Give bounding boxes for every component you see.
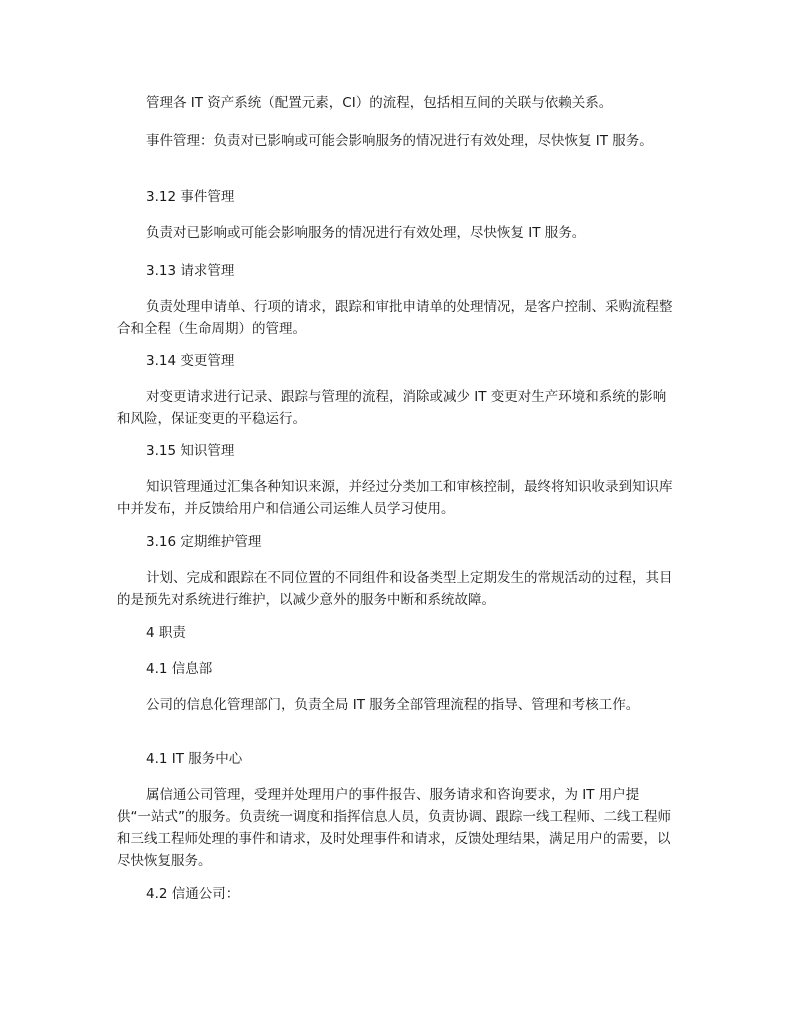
paragraph-config-management: 管理各 IT 资产系统（配置元素，CI）的流程，包括相互间的关联与依赖关系。 [146, 95, 613, 111]
heading-3-14: 3.14 变更管理 [146, 353, 235, 369]
paragraph-change-management: 对变更请求进行记录、跟踪与管理的流程，消除或减少 IT 变更对生产环境和系统的影响和风险，保证变更的平稳运行。 [117, 389, 667, 427]
paragraph-event-management: 负责对已影响或可能会影响服务的情况进行有效处理，尽快恢复 IT 服务。 [146, 225, 586, 241]
paragraph-knowledge-management: 知识管理通过汇集各种知识来源，并经过分类加工和审核控制，最终将知识收录到知识库中并发布，并反馈给用户和信通公司运维人员学习使用。 [117, 479, 673, 517]
heading-4-1-service-center: 4.1 IT 服务中心 [146, 751, 243, 767]
heading-3-15: 3.15 知识管理 [146, 443, 235, 459]
paragraph-service-center: 属信通公司管理，受理并处理用户的事件报告、服务请求和咨询要求，为 IT 用户提供“一站式”的服务。负责统一调度和指挥信息人员，负责协调、跟踪一线工程师、二线工程师和三线工程师处理的事件和请求，及时处理事件和请求，反馈处理结果，满足用户的需要，以尽快恢复服务。 [117, 787, 671, 869]
heading-4: 4 职责 [146, 625, 186, 641]
paragraph-info-dept: 公司的信息化管理部门，负责全局 IT 服务全部管理流程的指导、管理和考核工作。 [146, 697, 640, 713]
paragraph-request-management: 负责处理申请单、行项的请求，跟踪和审批申请单的处理情况，是客户控制、采购流程整合和全程（生命周期）的管理。 [117, 299, 673, 337]
heading-3-16: 3.16 定期维护管理 [146, 534, 262, 550]
paragraph-maintenance-management: 计划、完成和跟踪在不同位置的不同组件和设备类型上定期发生的常规活动的过程，其目的是预先对系统进行维护，以减少意外的服务中断和系统故障。 [117, 570, 673, 608]
heading-3-13: 3.13 请求管理 [146, 263, 235, 279]
paragraph-event-management-intro: 事件管理：负责对已影响或可能会影响服务的情况进行有效处理，尽快恢复 IT 服务。 [146, 133, 653, 149]
heading-3-12: 3.12 事件管理 [146, 189, 235, 205]
heading-4-1-info-dept: 4.1 信息部 [146, 661, 213, 677]
heading-4-2: 4.2 信通公司： [146, 886, 240, 902]
